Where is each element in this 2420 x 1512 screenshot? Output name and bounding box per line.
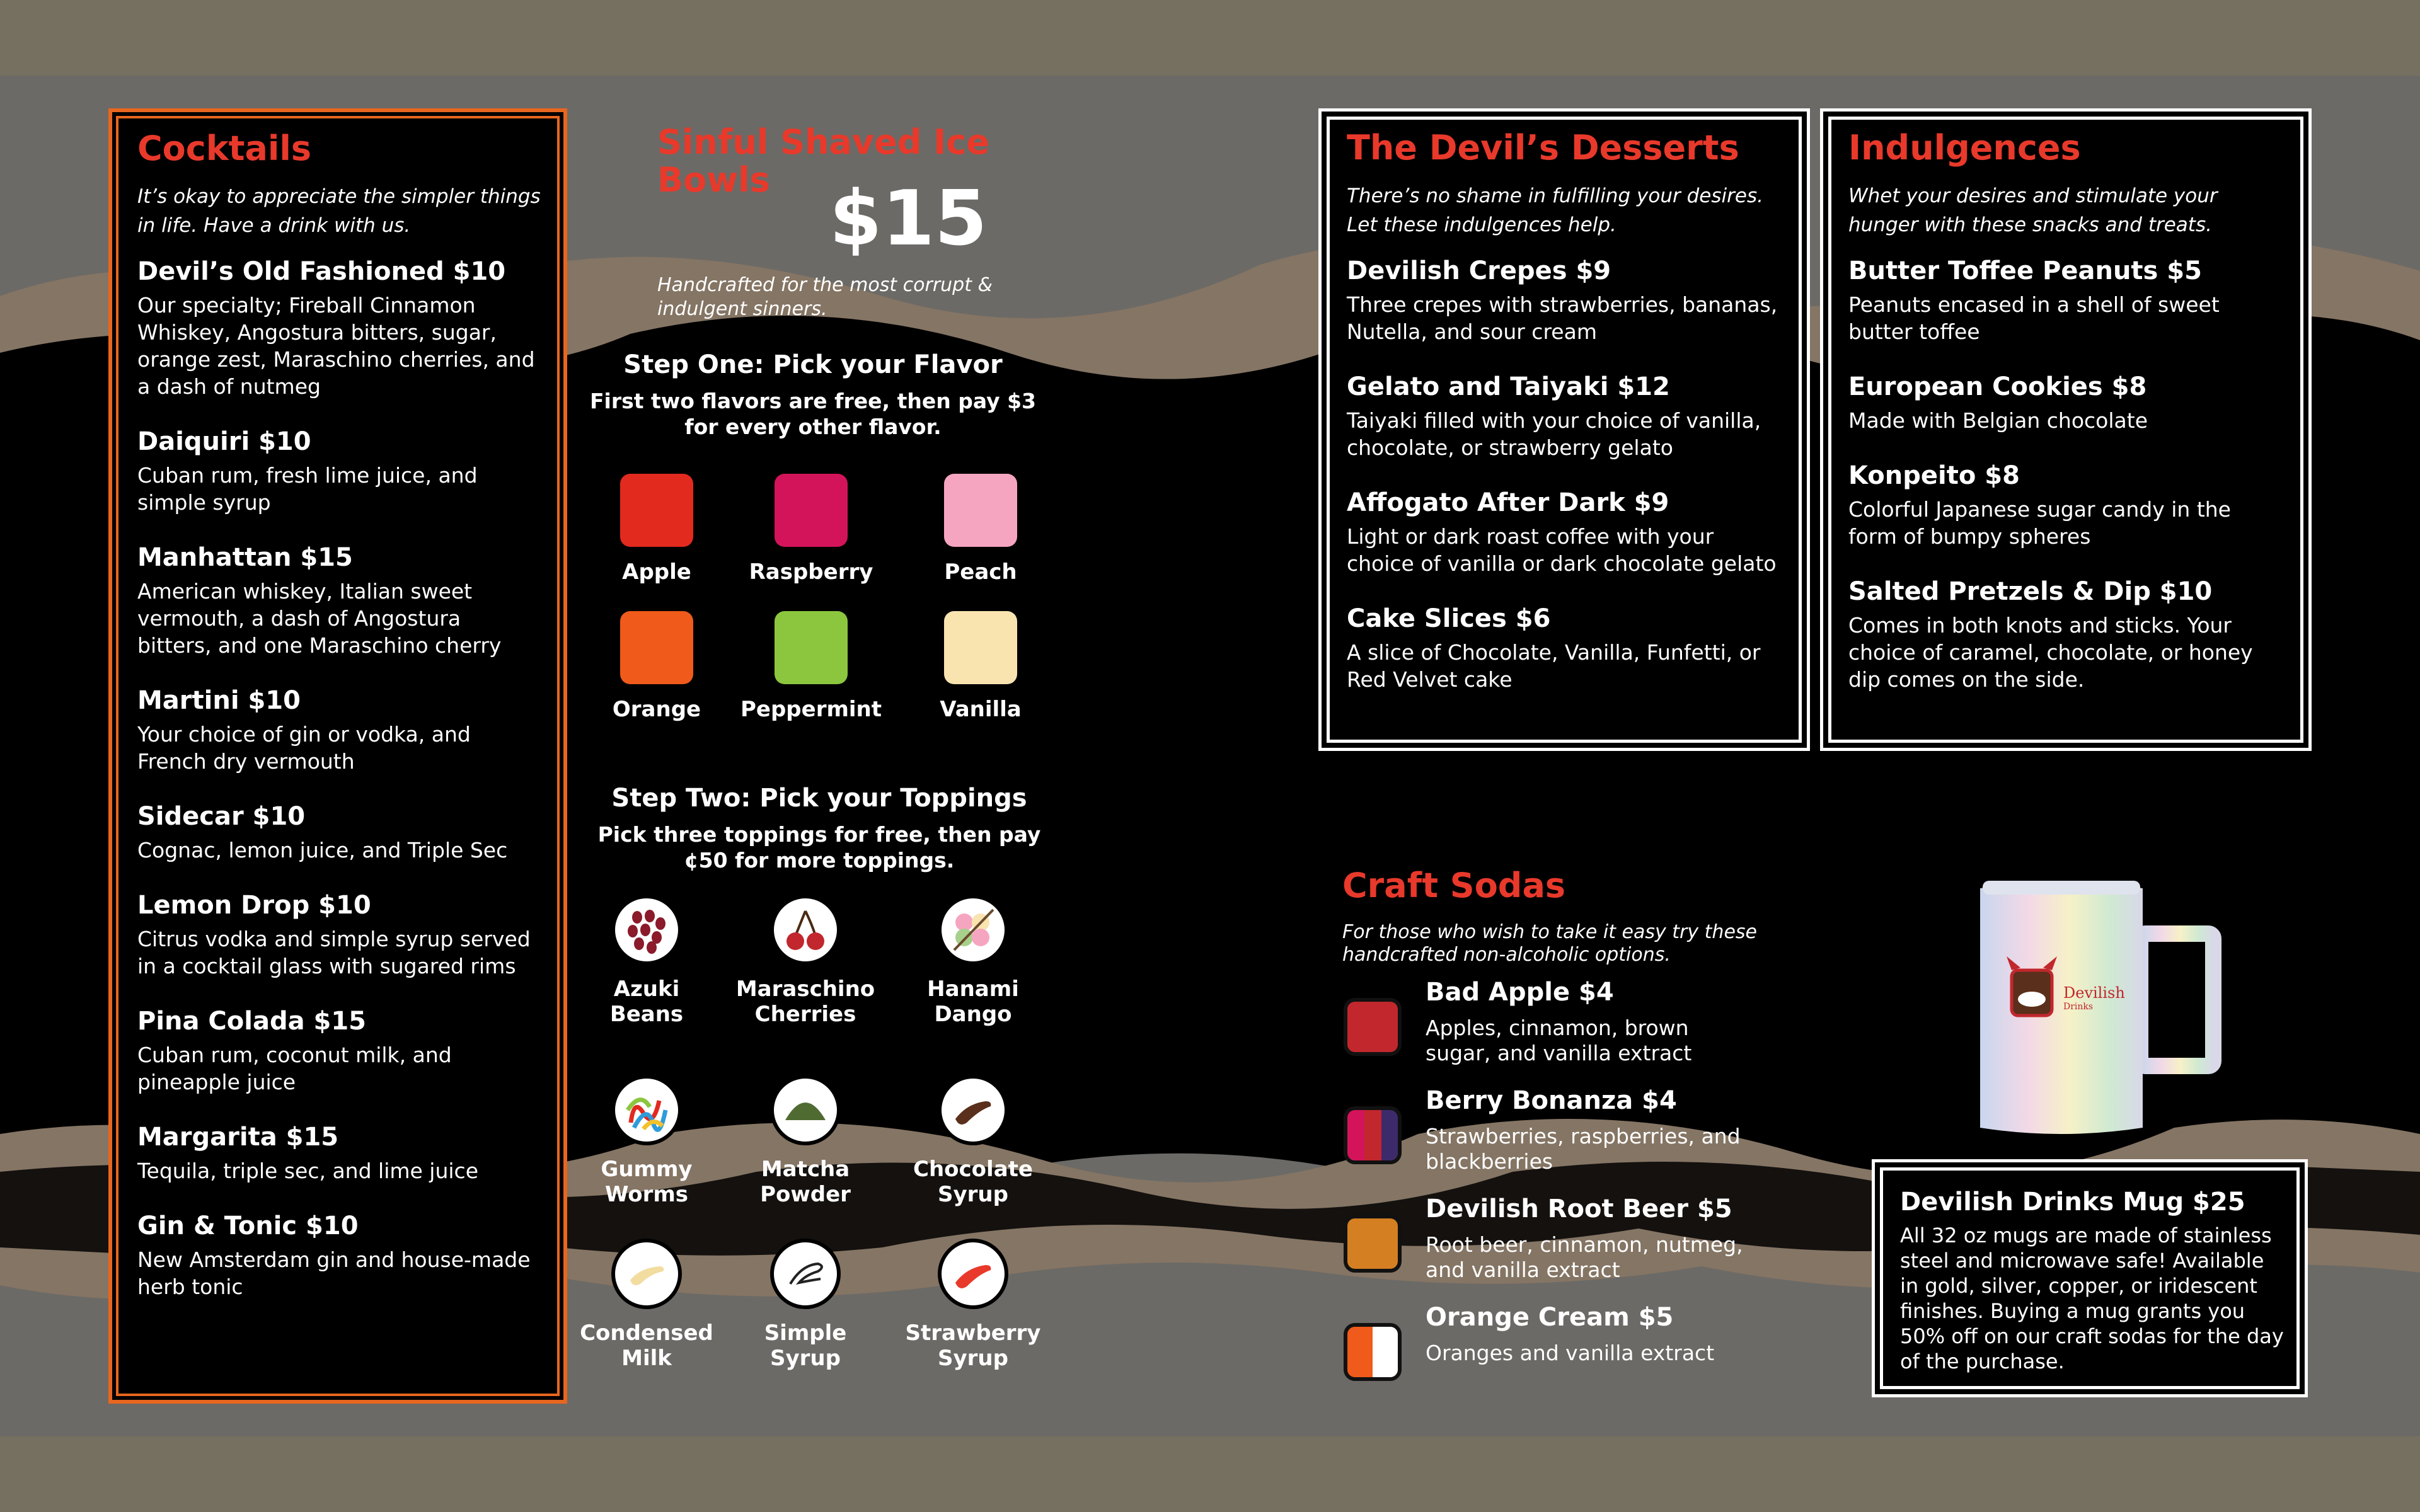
topping-label [723, 1320, 887, 1371]
cocktail-desc: Citrus vodka and simple syrup served in a cocktail glass with sugared rims [137, 927, 531, 978]
cocktails-intro: It’s okay to appreciate the simpler things in life. Have a drink with us. [137, 185, 541, 237]
topping-label-line2: Powder [760, 1182, 851, 1207]
topping-label-line2: Worms [604, 1182, 689, 1207]
soda-desc: Root beer, cinnamon, nutmeg, and vanilla extract [1426, 1232, 1743, 1282]
flavor-label: Peach [944, 559, 1017, 585]
topping-label-line2: Syrup [938, 1346, 1008, 1371]
cocktail-item [137, 1004, 541, 1096]
indulgence-name: Konpeito $8 [1848, 461, 2020, 490]
soda-name: Devilish Root Beer $5 [1426, 1194, 1732, 1223]
sodas-title: Craft Sodas [1342, 866, 1566, 905]
mug-title: Devilish Drinks Mug $25 [1900, 1188, 2245, 1217]
indulgence-desc: Comes in both knots and sticks. Your choice of caramel, chocolate, or honey dip comes on the side. [1848, 613, 2253, 692]
topping-label-line2: Syrup [938, 1182, 1008, 1207]
topping-label-line2: Syrup [770, 1346, 841, 1371]
flavor-label: Apple [622, 559, 691, 585]
indulgence-item [1848, 458, 2286, 550]
topping-label [565, 976, 729, 1027]
cocktail-desc: American whiskey, Italian sweet vermouth, a dash of Angostura bitters, and one Maraschino cherry [137, 579, 502, 658]
dessert-name: Gelato and Taiyaki $12 [1347, 372, 1670, 401]
flavor-swatch[interactable] [775, 611, 848, 684]
indulgence-item [1848, 574, 2286, 693]
indulgence-name: Butter Toffee Peanuts $5 [1848, 256, 2202, 285]
indulgence-list [1848, 253, 2286, 693]
dessert-item [1347, 369, 1784, 461]
desserts-intro: There’s no shame in fulfilling your desires. Let these indulgences help. [1347, 185, 1763, 236]
cocktail-name: Martini $10 [137, 686, 301, 715]
flavor-swatch[interactable] [944, 611, 1017, 684]
soda-name: Bad Apple $4 [1426, 978, 1614, 1007]
flavor-label: Vanilla [940, 697, 1022, 722]
cocktail-item [137, 254, 541, 400]
topping-label-line1: Strawberry [905, 1320, 1041, 1346]
simple-syrup-icon[interactable] [770, 1239, 841, 1309]
indulgences-panel [1820, 108, 2312, 751]
topping-label-line1: Maraschino [735, 976, 875, 1002]
soda-desc: Apples, cinnamon, brown sugar, and vanilla extract [1426, 1016, 1692, 1065]
dessert-list [1347, 253, 1784, 693]
sodas-intro: For those who wish to take it easy try these handcrafted non-alcoholic options. [1342, 921, 1757, 966]
topping-label-line1: Matcha [761, 1157, 850, 1182]
cocktail-item [137, 888, 541, 980]
cocktail-desc: Our specialty; Fireball Cinnamon Whiskey, Angostura bitters, sugar, orange zest, Maraschino cherries, and a dash of nutmeg [137, 293, 535, 399]
dango-icon[interactable] [938, 895, 1008, 965]
desserts-panel [1318, 108, 1810, 751]
topping-label [891, 1320, 1055, 1371]
flavor-label: Orange [612, 697, 701, 722]
cocktails-title: Cocktails [137, 129, 312, 168]
gummy-worms-icon[interactable] [611, 1075, 682, 1145]
topping-label [565, 1157, 729, 1207]
indulgence-desc: Colorful Japanese sugar candy in the form of bumpy spheres [1848, 497, 2231, 549]
topping-label-line1: Gummy [601, 1157, 693, 1182]
shaved-ice-intro: Handcrafted for the most corrupt & indulgent sinners. [657, 274, 993, 320]
mug-logo-text [2063, 984, 2125, 1012]
indulgence-desc: Peanuts encased in a shell of sweet butter toffee [1848, 292, 2220, 344]
cocktail-name: Daiquiri $10 [137, 427, 311, 456]
cocktail-desc: Cuban rum, fresh lime juice, and simple syrup [137, 463, 478, 515]
dessert-desc: Three crepes with strawberries, bananas, Nutella, and sour cream [1347, 292, 1778, 344]
cocktail-name: Sidecar $10 [137, 802, 306, 831]
cocktail-item [137, 683, 541, 775]
cocktail-desc: Cuban rum, coconut milk, and pineapple juice [137, 1043, 452, 1094]
step-one-title: Step One: Pick your Flavor [623, 350, 1003, 379]
step-one-subtitle: First two flavors are free, then pay $3 for every other flavor. [589, 389, 1037, 439]
dessert-desc: A slice of Chocolate, Vanilla, Funfetti, or Red Velvet cake [1347, 640, 1761, 692]
flavor-swatch[interactable] [775, 474, 848, 547]
topping-label [891, 976, 1055, 1027]
cocktail-desc: New Amsterdam gin and house-made herb tonic [137, 1247, 531, 1299]
flavor-swatch[interactable] [620, 474, 693, 547]
indulgence-name: Salted Pretzels & Dip $10 [1848, 577, 2213, 606]
dessert-desc: Taiyaki filled with your choice of vanilla, chocolate, or strawberry gelato [1347, 408, 1761, 460]
condensed-milk-icon[interactable] [611, 1239, 682, 1309]
topping-label-line2: Dango [934, 1002, 1012, 1027]
cocktail-item [137, 540, 541, 659]
cocktail-name: Gin & Tonic $10 [137, 1211, 359, 1240]
soda-name: Orange Cream $5 [1426, 1303, 1674, 1332]
cocktail-desc: Your choice of gin or vodka, and French dry vermouth [137, 722, 471, 774]
topping-label-line2: Beans [609, 1002, 684, 1027]
cocktail-name: Manhattan $15 [137, 543, 353, 572]
azuki-beans-icon[interactable] [611, 895, 682, 965]
dessert-item [1347, 253, 1784, 345]
cherries-icon[interactable] [770, 895, 841, 965]
topping-label-line1: Azuki [613, 976, 680, 1002]
indulgences-intro: Whet your desires and stimulate your hunger with these snacks and treats. [1848, 185, 2218, 236]
indulgence-name: European Cookies $8 [1848, 372, 2147, 401]
cocktail-item [137, 1208, 541, 1300]
orange-cream-icon [1344, 1323, 1402, 1381]
soda-desc: Oranges and vanilla extract [1426, 1341, 1715, 1365]
topping-label [723, 1157, 887, 1207]
flavor-swatch[interactable] [620, 611, 693, 684]
flavor-label: Raspberry [749, 559, 873, 585]
chocolate-syrup-icon[interactable] [938, 1075, 1008, 1145]
topping-label [723, 976, 887, 1027]
strawberry-syrup-icon[interactable] [938, 1239, 1008, 1309]
matcha-icon[interactable] [770, 1075, 841, 1145]
cocktail-name: Devil’s Old Fashioned $10 [137, 257, 506, 286]
dessert-desc: Light or dark roast coffee with your choice of vanilla or dark chocolate gelato [1347, 524, 1777, 576]
shaved-ice-title: Sinful Shaved Ice Bowls [657, 122, 989, 200]
indulgences-title: Indulgences [1848, 128, 2081, 168]
topping-label [891, 1157, 1055, 1207]
cocktail-name: Pina Colada $15 [137, 1007, 367, 1036]
dessert-name: Affogato After Dark $9 [1347, 488, 1669, 517]
step-two-subtitle: Pick three toppings for free, then pay ¢50 for more toppings. [597, 822, 1041, 873]
dessert-name: Cake Slices $6 [1347, 604, 1551, 633]
topping-label-line2: Cherries [754, 1002, 856, 1027]
topping-label-line1: Simple [764, 1320, 847, 1346]
mug-logo-line2: Drinks [2063, 1002, 2094, 1012]
topping-label-line1: Hanami [927, 976, 1019, 1002]
cocktail-desc: Cognac, lemon juice, and Triple Sec [137, 838, 508, 862]
dessert-item [1347, 485, 1784, 577]
topping-label-line1: Chocolate [913, 1157, 1033, 1182]
cocktail-name: Lemon Drop $10 [137, 891, 371, 920]
dessert-name: Devilish Crepes $9 [1347, 256, 1611, 285]
cocktail-desc: Tequila, triple sec, and lime juice [137, 1159, 479, 1183]
topping-label-line2: Milk [621, 1346, 672, 1371]
topping-label [565, 1320, 729, 1371]
cocktail-list [137, 254, 541, 1300]
dessert-item [1347, 601, 1784, 693]
indulgence-item [1848, 253, 2286, 345]
desserts-title: The Devil’s Desserts [1347, 128, 1739, 168]
mug-panel [1872, 1159, 2308, 1397]
flavor-label: Peppermint [740, 697, 882, 722]
step-two-title: Step Two: Pick your Toppings [611, 784, 1027, 813]
mug-desc: All 32 oz mugs are made of stainless steel and microwave safe! Available in gold, silver, copper, or iridescent finishes. Buying a mug grants you 50% off on our craft sodas for the day of the purchase. [1900, 1223, 2284, 1373]
berry-bonanza-icon [1344, 1106, 1402, 1164]
cocktail-item [137, 799, 541, 864]
root-beer-icon [1344, 1215, 1402, 1273]
cocktail-item [137, 1120, 541, 1184]
indulgence-desc: Made with Belgian chocolate [1848, 408, 2148, 433]
soda-name: Berry Bonanza $4 [1426, 1086, 1677, 1115]
cocktail-name: Margarita $15 [137, 1123, 339, 1152]
cocktails-panel [108, 108, 567, 1404]
soda-desc: Strawberries, raspberries, and blackberries [1426, 1124, 1741, 1174]
flavor-swatch[interactable] [944, 474, 1017, 547]
mug-logo-line1: Devilish [2063, 984, 2125, 1002]
bad-apple-icon [1344, 998, 1402, 1056]
topping-label-line1: Condensed [580, 1320, 713, 1346]
indulgence-item [1848, 369, 2286, 434]
cocktail-item [137, 424, 541, 516]
shaved-ice-price: $15 [829, 175, 988, 263]
